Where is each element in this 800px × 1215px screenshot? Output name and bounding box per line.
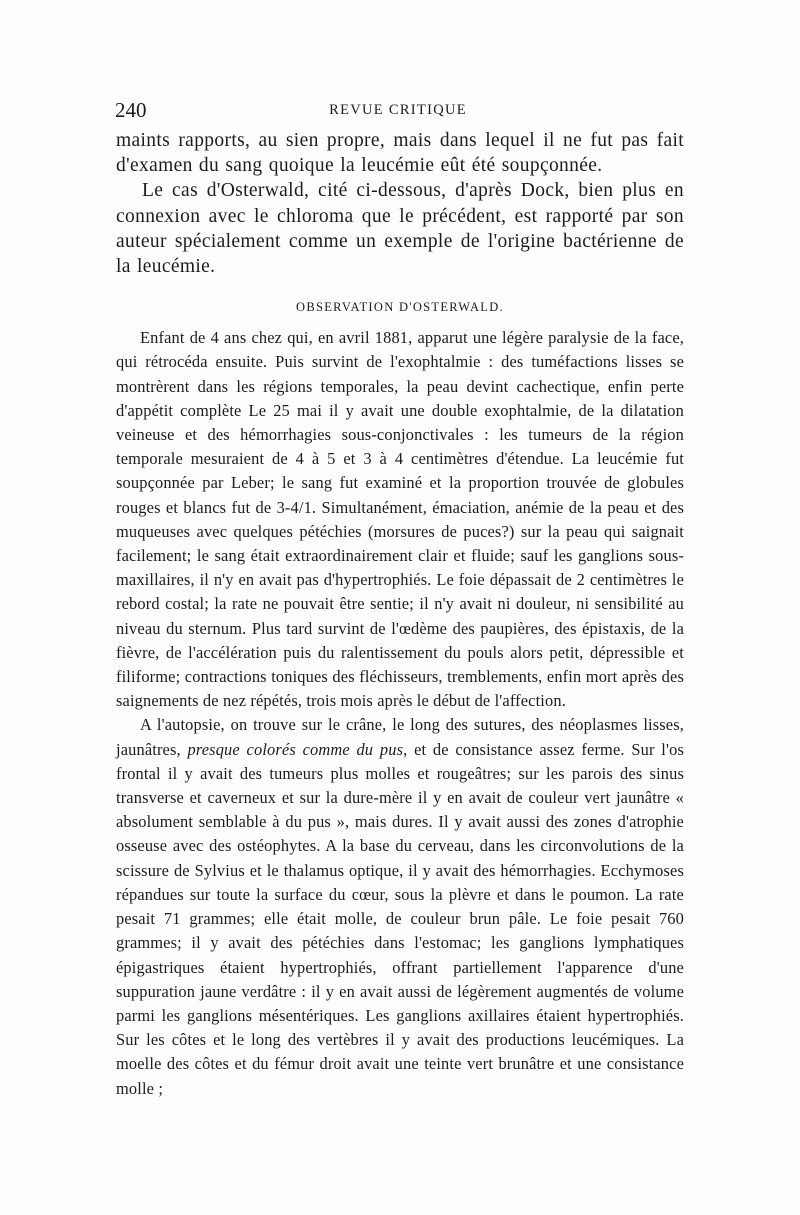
page-number: 240 — [115, 98, 147, 122]
running-title: REVUE CRITIQUE — [329, 102, 467, 118]
autopsy-italic-phrase: presque colorés comme du pus — [187, 739, 404, 759]
autopsy-paragraph — [116, 713, 684, 1100]
autopsy-text-start: A l'autopsie, on trouve sur le crâne, le long des sutures, des néoplasmes lisses, jaunâtres, — [116, 715, 684, 759]
observation-paragraph: Enfant de 4 ans chez qui, en avril 1881, apparut une légère paralysie de la face, qui rétrocéda ensuite. Puis survint de l'exophtalmie : des tuméfactions lisses se montrèrent dans les régions temporales, la peau devint cachectique, enfin perte d'appétit complète Le 25 mai il y avait une double exophtalmie, de la dilatation veineuse et des hémorrhagies sous-conjonctivales : les tumeurs de la région temporale mesuraient de 4 à 5 et 3 à 4 centimètres d'étendue. La leucémie fut soupçonnée par Leber; le sang fut examiné et la proportion trouvée de globules rouges et blancs fut de 3-4/1. Simultanément, émaciation, anémie de la peau et des muqueuses avec quelques pétéchies (morsures de puces?) sur la peau qui saignait facilement; le sang était extraordinairement clair et fluide; sauf les ganglions sous-maxillaires, il n'y en avait pas d'hypertrophiés. Le foie dépassait de 2 centimètres le rebord costal; la rate ne pouvait être sentie; il n'y avait ni douleur, ni sensibilité au niveau du sternum. Plus tard survint de l'œdème des paupières, des épistaxis, de la fièvre, de l'accélération puis du ralentissement du pouls alors petit, dépressible et filiforme; contractions toniques des fléchisseurs, tremblements, enfin mort après des saignements de nez répétés, trois mois après le début de l'affection. — [116, 328, 684, 711]
intro-paragraph: Le cas d'Osterwald, cité ci-dessous, d'après Dock, bien plus en connexion avec le chloroma que le précédent, est rapporté par son auteur spécialement comme un exemple de l'origine bactérienne de la leucémie. — [116, 180, 684, 278]
section-title: OBSERVATION D'OSTERWALD. — [296, 300, 504, 315]
autopsy-text-end: , et de consistance assez ferme. Sur l'os frontal il y avait des tumeurs plus molles et rougeâtres; sur les parois des sinus transverse et caverneux et sur la dure-mère il y en avait de couleur vert jaunâtre « absolument semblable à du pus », mais dures. Il y avait aussi des zones d'atrophie osseuse avec des ostéophytes. A la base du cerveau, dans les circonvolutions de la scissure de Sylvius et le thalamus optique, il y avait des hémorrhagies. Ecchymoses répandues sur toute la surface du cœur, sous la plèvre et dans le poumon. La rate pesait 71 grammes; elle était molle, de couleur brun pâle. Le foie pesait 760 grammes; il y avait des pétéchies dans l'estomac; les ganglions lymphatiques épigastriques étaient hypertrophiés, offrant partiellement l'apparence d'une suppuration jaune verdâtre : il y en avait aussi de légèrement augmentés de volume parmi les ganglions mésentériques. Les ganglions axillaires étaient hypertrophiés. Sur les côtes et le long des vertèbres il y avait des productions leucémiques. La moelle des côtes et du fémur droit avait une teinte vert brunâtre et une consistance molle ; — [116, 739, 684, 1098]
body-text — [116, 128, 684, 1101]
page-header — [112, 98, 684, 122]
continued-paragraph: maints rapports, au sien propre, mais dans lequel il ne fut pas fait d'examen du sang quoique la leucémie eût été soupçonnée. — [116, 130, 684, 177]
